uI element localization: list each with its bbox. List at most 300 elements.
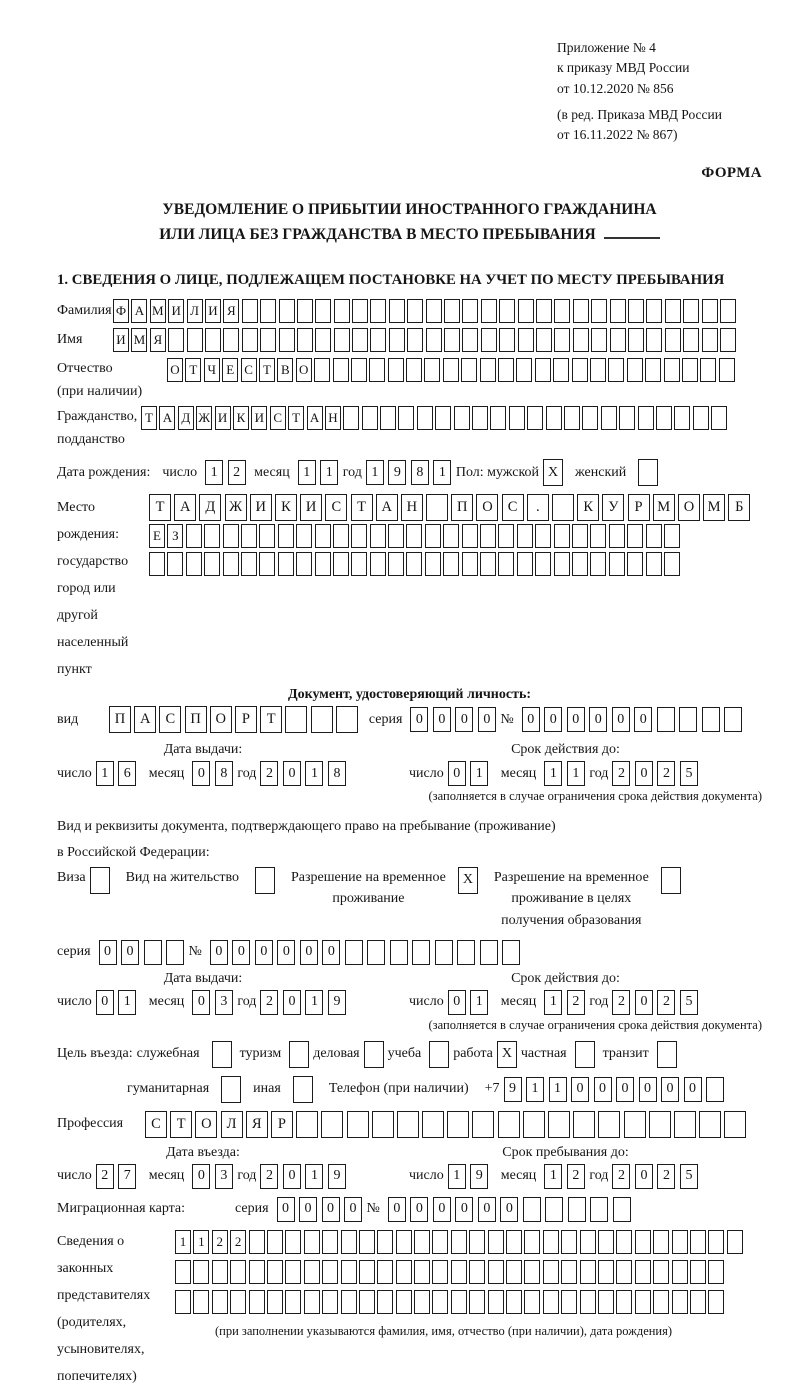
char-cell[interactable] (590, 524, 606, 548)
char-cell[interactable]: 0 (455, 707, 473, 732)
char-cell[interactable] (702, 328, 718, 352)
char-cell[interactable] (591, 328, 607, 352)
char-cell[interactable]: Л (221, 1111, 243, 1138)
char-cell[interactable] (260, 299, 276, 323)
char-cell[interactable] (396, 1230, 412, 1254)
temp-residence-edu-checkbox[interactable] (661, 867, 681, 894)
char-cell[interactable]: 1 (366, 460, 384, 485)
char-cell[interactable] (653, 1230, 669, 1254)
char-cell[interactable]: 1 (305, 1164, 323, 1189)
char-cell[interactable] (443, 358, 459, 382)
char-cell[interactable]: Т (185, 358, 201, 382)
char-cell[interactable] (711, 406, 727, 430)
char-cell[interactable]: 8 (328, 761, 346, 786)
char-cell[interactable] (518, 328, 534, 352)
char-cell[interactable]: 8 (411, 460, 429, 485)
char-cell[interactable] (554, 524, 570, 548)
char-cell[interactable] (285, 1230, 301, 1254)
char-cell[interactable] (498, 552, 514, 576)
char-cell[interactable] (278, 524, 294, 548)
char-cell[interactable] (389, 299, 405, 323)
char-cell[interactable]: Т (260, 706, 282, 733)
char-cell[interactable] (665, 299, 681, 323)
char-cell[interactable] (370, 328, 386, 352)
char-cell[interactable] (683, 328, 699, 352)
char-cell[interactable]: 0 (283, 761, 301, 786)
char-cell[interactable] (653, 1290, 669, 1314)
char-cell[interactable]: Т (351, 494, 373, 521)
char-cell[interactable] (285, 1290, 301, 1314)
char-cell[interactable] (657, 707, 675, 732)
char-cell[interactable]: 0 (192, 1164, 210, 1189)
char-cell[interactable]: 2 (260, 1164, 278, 1189)
char-cell[interactable] (536, 328, 552, 352)
char-cell[interactable] (435, 940, 453, 965)
char-cell[interactable] (341, 1230, 357, 1254)
char-cell[interactable] (451, 1230, 467, 1254)
char-cell[interactable]: И (250, 494, 272, 521)
char-cell[interactable]: 9 (470, 1164, 488, 1189)
char-cell[interactable] (388, 552, 404, 576)
char-cell[interactable] (518, 299, 534, 323)
char-cell[interactable]: 0 (448, 990, 466, 1015)
char-cell[interactable] (426, 299, 442, 323)
char-cell[interactable]: 0 (571, 1077, 589, 1102)
char-cell[interactable]: 5 (680, 990, 698, 1015)
char-cell[interactable] (212, 1290, 228, 1314)
char-cell[interactable]: Р (235, 706, 257, 733)
char-cell[interactable]: 1 (544, 761, 562, 786)
purpose-business-checkbox[interactable] (364, 1041, 384, 1068)
char-cell[interactable]: 0 (344, 1197, 362, 1222)
char-cell[interactable] (598, 1290, 614, 1314)
char-cell[interactable] (333, 358, 349, 382)
char-cell[interactable]: 2 (228, 460, 246, 485)
char-cell[interactable] (279, 328, 295, 352)
char-cell[interactable] (490, 406, 506, 430)
char-cell[interactable]: К (577, 494, 599, 521)
char-cell[interactable] (462, 328, 478, 352)
char-cell[interactable] (369, 358, 385, 382)
char-cell[interactable] (682, 358, 698, 382)
char-cell[interactable]: 0 (192, 761, 210, 786)
char-cell[interactable]: 0 (589, 707, 607, 732)
char-cell[interactable] (406, 358, 422, 382)
char-cell[interactable] (242, 299, 258, 323)
char-cell[interactable] (372, 1111, 394, 1138)
char-cell[interactable] (370, 524, 386, 548)
char-cell[interactable] (590, 552, 606, 576)
char-cell[interactable] (564, 406, 580, 430)
char-cell[interactable] (447, 1111, 469, 1138)
char-cell[interactable]: М (653, 494, 675, 521)
char-cell[interactable]: 7 (118, 1164, 136, 1189)
purpose-other-checkbox[interactable] (293, 1076, 313, 1103)
char-cell[interactable] (304, 1290, 320, 1314)
char-cell[interactable] (230, 1260, 246, 1284)
char-cell[interactable]: П (451, 494, 473, 521)
char-cell[interactable] (469, 1230, 485, 1254)
char-cell[interactable] (462, 299, 478, 323)
char-cell[interactable]: 1 (118, 990, 136, 1015)
char-cell[interactable] (396, 1290, 412, 1314)
char-cell[interactable] (461, 358, 477, 382)
char-cell[interactable]: Ч (204, 358, 220, 382)
char-cell[interactable]: 1 (567, 761, 585, 786)
char-cell[interactable] (367, 940, 385, 965)
char-cell[interactable]: 0 (210, 940, 228, 965)
char-cell[interactable]: 0 (277, 940, 295, 965)
char-cell[interactable]: 6 (118, 761, 136, 786)
char-cell[interactable]: Т (141, 406, 157, 430)
char-cell[interactable] (488, 1230, 504, 1254)
char-cell[interactable]: 0 (639, 1077, 657, 1102)
char-cell[interactable]: 0 (322, 1197, 340, 1222)
char-cell[interactable]: К (233, 406, 249, 430)
char-cell[interactable] (646, 299, 662, 323)
char-cell[interactable]: 1 (96, 761, 114, 786)
char-cell[interactable]: О (210, 706, 232, 733)
char-cell[interactable]: 1 (544, 1164, 562, 1189)
char-cell[interactable]: . (527, 494, 549, 521)
char-cell[interactable] (315, 299, 331, 323)
char-cell[interactable] (616, 1230, 632, 1254)
char-cell[interactable] (616, 1290, 632, 1314)
char-cell[interactable] (724, 707, 742, 732)
char-cell[interactable] (469, 1290, 485, 1314)
char-cell[interactable] (443, 552, 459, 576)
char-cell[interactable] (679, 707, 697, 732)
char-cell[interactable]: И (215, 406, 231, 430)
char-cell[interactable] (351, 358, 367, 382)
char-cell[interactable] (720, 299, 736, 323)
char-cell[interactable]: 1 (470, 990, 488, 1015)
char-cell[interactable]: 0 (594, 1077, 612, 1102)
char-cell[interactable] (572, 358, 588, 382)
char-cell[interactable]: 1 (448, 1164, 466, 1189)
char-cell[interactable] (204, 524, 220, 548)
char-cell[interactable]: А (174, 494, 196, 521)
char-cell[interactable] (553, 358, 569, 382)
char-cell[interactable] (462, 552, 478, 576)
char-cell[interactable]: Б (728, 494, 750, 521)
char-cell[interactable]: 9 (328, 990, 346, 1015)
char-cell[interactable] (168, 328, 184, 352)
char-cell[interactable]: 2 (612, 990, 630, 1015)
char-cell[interactable] (187, 328, 203, 352)
char-cell[interactable] (700, 358, 716, 382)
char-cell[interactable]: Р (271, 1111, 293, 1138)
char-cell[interactable]: 5 (680, 761, 698, 786)
char-cell[interactable] (278, 552, 294, 576)
char-cell[interactable] (304, 1230, 320, 1254)
char-cell[interactable] (706, 1077, 724, 1102)
char-cell[interactable] (664, 552, 680, 576)
char-cell[interactable] (601, 406, 617, 430)
char-cell[interactable]: Т (149, 494, 171, 521)
char-cell[interactable] (499, 328, 515, 352)
char-cell[interactable] (502, 940, 520, 965)
char-cell[interactable]: 0 (410, 707, 428, 732)
char-cell[interactable] (609, 552, 625, 576)
char-cell[interactable] (296, 1111, 318, 1138)
char-cell[interactable]: 0 (634, 707, 652, 732)
char-cell[interactable]: П (109, 706, 131, 733)
char-cell[interactable]: 2 (657, 1164, 675, 1189)
char-cell[interactable] (598, 1230, 614, 1254)
char-cell[interactable]: Л (187, 299, 203, 323)
char-cell[interactable] (610, 299, 626, 323)
char-cell[interactable] (545, 1197, 563, 1222)
char-cell[interactable] (656, 406, 672, 430)
char-cell[interactable] (635, 1230, 651, 1254)
char-cell[interactable] (351, 524, 367, 548)
char-cell[interactable] (186, 524, 202, 548)
char-cell[interactable] (543, 1260, 559, 1284)
char-cell[interactable]: 2 (96, 1164, 114, 1189)
char-cell[interactable] (649, 1111, 671, 1138)
char-cell[interactable] (627, 524, 643, 548)
char-cell[interactable] (359, 1230, 375, 1254)
char-cell[interactable] (432, 1230, 448, 1254)
char-cell[interactable] (311, 706, 333, 733)
char-cell[interactable] (149, 552, 165, 576)
char-cell[interactable] (472, 1111, 494, 1138)
char-cell[interactable] (509, 406, 525, 430)
char-cell[interactable] (285, 1260, 301, 1284)
char-cell[interactable] (517, 524, 533, 548)
char-cell[interactable] (552, 494, 574, 521)
char-cell[interactable]: Р (628, 494, 650, 521)
char-cell[interactable] (352, 299, 368, 323)
char-cell[interactable]: Ф (113, 299, 129, 323)
char-cell[interactable] (653, 1260, 669, 1284)
char-cell[interactable] (535, 524, 551, 548)
char-cell[interactable] (616, 1260, 632, 1284)
char-cell[interactable] (230, 1290, 246, 1314)
char-cell[interactable] (506, 1290, 522, 1314)
char-cell[interactable]: 1 (298, 460, 316, 485)
char-cell[interactable] (406, 524, 422, 548)
char-cell[interactable] (480, 524, 496, 548)
char-cell[interactable] (554, 328, 570, 352)
char-cell[interactable]: 0 (684, 1077, 702, 1102)
char-cell[interactable] (242, 328, 258, 352)
char-cell[interactable]: 0 (283, 1164, 301, 1189)
char-cell[interactable]: 1 (193, 1230, 209, 1254)
char-cell[interactable] (249, 1230, 265, 1254)
char-cell[interactable] (279, 299, 295, 323)
char-cell[interactable]: М (703, 494, 725, 521)
char-cell[interactable]: 0 (612, 707, 630, 732)
char-cell[interactable] (646, 524, 662, 548)
char-cell[interactable]: 1 (305, 990, 323, 1015)
char-cell[interactable] (506, 1230, 522, 1254)
char-cell[interactable] (554, 552, 570, 576)
char-cell[interactable] (260, 328, 276, 352)
char-cell[interactable]: А (131, 299, 147, 323)
char-cell[interactable]: 0 (433, 1197, 451, 1222)
char-cell[interactable] (523, 1197, 541, 1222)
char-cell[interactable] (646, 552, 662, 576)
char-cell[interactable] (543, 1290, 559, 1314)
char-cell[interactable] (506, 1260, 522, 1284)
char-cell[interactable] (435, 406, 451, 430)
char-cell[interactable] (352, 328, 368, 352)
char-cell[interactable]: 0 (388, 1197, 406, 1222)
char-cell[interactable] (204, 552, 220, 576)
char-cell[interactable] (548, 1111, 570, 1138)
char-cell[interactable]: 5 (680, 1164, 698, 1189)
char-cell[interactable] (664, 358, 680, 382)
char-cell[interactable]: 2 (567, 990, 585, 1015)
char-cell[interactable] (322, 1230, 338, 1254)
char-cell[interactable]: 8 (215, 761, 233, 786)
char-cell[interactable]: Н (325, 406, 341, 430)
char-cell[interactable] (699, 1111, 721, 1138)
char-cell[interactable]: 1 (526, 1077, 544, 1102)
residence-permit-checkbox[interactable] (255, 867, 275, 894)
char-cell[interactable]: 0 (322, 940, 340, 965)
char-cell[interactable]: 9 (388, 460, 406, 485)
char-cell[interactable] (336, 706, 358, 733)
sex-male-checkbox[interactable]: X (543, 459, 563, 486)
char-cell[interactable] (683, 299, 699, 323)
char-cell[interactable]: 0 (478, 1197, 496, 1222)
char-cell[interactable] (343, 406, 359, 430)
char-cell[interactable]: 0 (283, 990, 301, 1015)
char-cell[interactable] (377, 1290, 393, 1314)
char-cell[interactable] (568, 1197, 586, 1222)
char-cell[interactable] (193, 1290, 209, 1314)
char-cell[interactable] (690, 1230, 706, 1254)
purpose-business-trip-checkbox[interactable] (212, 1041, 232, 1068)
char-cell[interactable] (414, 1260, 430, 1284)
char-cell[interactable] (296, 552, 312, 576)
char-cell[interactable] (362, 406, 378, 430)
char-cell[interactable]: 2 (567, 1164, 585, 1189)
char-cell[interactable] (554, 299, 570, 323)
char-cell[interactable]: Т (288, 406, 304, 430)
char-cell[interactable]: А (134, 706, 156, 733)
char-cell[interactable] (472, 406, 488, 430)
char-cell[interactable]: 2 (212, 1230, 228, 1254)
char-cell[interactable] (524, 1290, 540, 1314)
char-cell[interactable] (443, 524, 459, 548)
char-cell[interactable] (590, 1197, 608, 1222)
char-cell[interactable]: 0 (448, 761, 466, 786)
char-cell[interactable] (407, 299, 423, 323)
char-cell[interactable] (573, 328, 589, 352)
char-cell[interactable]: О (678, 494, 700, 521)
char-cell[interactable] (359, 1290, 375, 1314)
char-cell[interactable]: Я (150, 328, 166, 352)
char-cell[interactable] (454, 406, 470, 430)
char-cell[interactable] (414, 1290, 430, 1314)
char-cell[interactable] (573, 1111, 595, 1138)
char-cell[interactable] (193, 1260, 209, 1284)
char-cell[interactable]: Т (170, 1111, 192, 1138)
char-cell[interactable] (488, 1290, 504, 1314)
char-cell[interactable] (426, 494, 448, 521)
char-cell[interactable]: К (275, 494, 297, 521)
char-cell[interactable]: 0 (544, 707, 562, 732)
char-cell[interactable] (380, 406, 396, 430)
char-cell[interactable] (412, 940, 430, 965)
char-cell[interactable] (582, 406, 598, 430)
char-cell[interactable] (414, 1230, 430, 1254)
char-cell[interactable] (646, 328, 662, 352)
char-cell[interactable] (628, 328, 644, 352)
char-cell[interactable] (638, 406, 654, 430)
char-cell[interactable]: А (159, 406, 175, 430)
purpose-tourism-checkbox[interactable] (289, 1041, 309, 1068)
sex-female-checkbox[interactable] (638, 459, 658, 486)
char-cell[interactable]: О (195, 1111, 217, 1138)
char-cell[interactable] (580, 1230, 596, 1254)
char-cell[interactable] (480, 940, 498, 965)
char-cell[interactable] (166, 940, 184, 965)
char-cell[interactable] (259, 552, 275, 576)
char-cell[interactable]: М (150, 299, 166, 323)
char-cell[interactable] (167, 552, 183, 576)
char-cell[interactable] (498, 524, 514, 548)
char-cell[interactable] (708, 1230, 724, 1254)
char-cell[interactable]: С (325, 494, 347, 521)
char-cell[interactable]: И (205, 299, 221, 323)
char-cell[interactable] (609, 524, 625, 548)
char-cell[interactable] (451, 1290, 467, 1314)
visa-checkbox[interactable] (90, 867, 110, 894)
char-cell[interactable] (580, 1290, 596, 1314)
char-cell[interactable]: 0 (232, 940, 250, 965)
char-cell[interactable]: 0 (410, 1197, 428, 1222)
char-cell[interactable] (590, 358, 606, 382)
char-cell[interactable]: В (277, 358, 293, 382)
char-cell[interactable] (727, 1230, 743, 1254)
char-cell[interactable] (144, 940, 162, 965)
char-cell[interactable] (296, 524, 312, 548)
char-cell[interactable] (664, 524, 680, 548)
char-cell[interactable] (359, 1260, 375, 1284)
char-cell[interactable]: 9 (328, 1164, 346, 1189)
char-cell[interactable] (345, 940, 363, 965)
char-cell[interactable] (175, 1260, 191, 1284)
char-cell[interactable] (425, 552, 441, 576)
temp-residence-checkbox[interactable]: X (458, 867, 478, 894)
char-cell[interactable] (665, 328, 681, 352)
char-cell[interactable] (422, 1111, 444, 1138)
char-cell[interactable]: 0 (192, 990, 210, 1015)
char-cell[interactable]: М (131, 328, 147, 352)
char-cell[interactable] (347, 1111, 369, 1138)
char-cell[interactable] (297, 299, 313, 323)
char-cell[interactable]: 0 (635, 1164, 653, 1189)
char-cell[interactable] (561, 1290, 577, 1314)
char-cell[interactable]: И (168, 299, 184, 323)
char-cell[interactable] (572, 552, 588, 576)
char-cell[interactable]: 2 (657, 990, 675, 1015)
char-cell[interactable] (444, 299, 460, 323)
char-cell[interactable]: Д (199, 494, 221, 521)
char-cell[interactable]: 1 (549, 1077, 567, 1102)
char-cell[interactable] (398, 406, 414, 430)
char-cell[interactable]: И (251, 406, 267, 430)
char-cell[interactable] (370, 552, 386, 576)
char-cell[interactable] (690, 1260, 706, 1284)
char-cell[interactable] (598, 1260, 614, 1284)
char-cell[interactable] (719, 358, 735, 382)
